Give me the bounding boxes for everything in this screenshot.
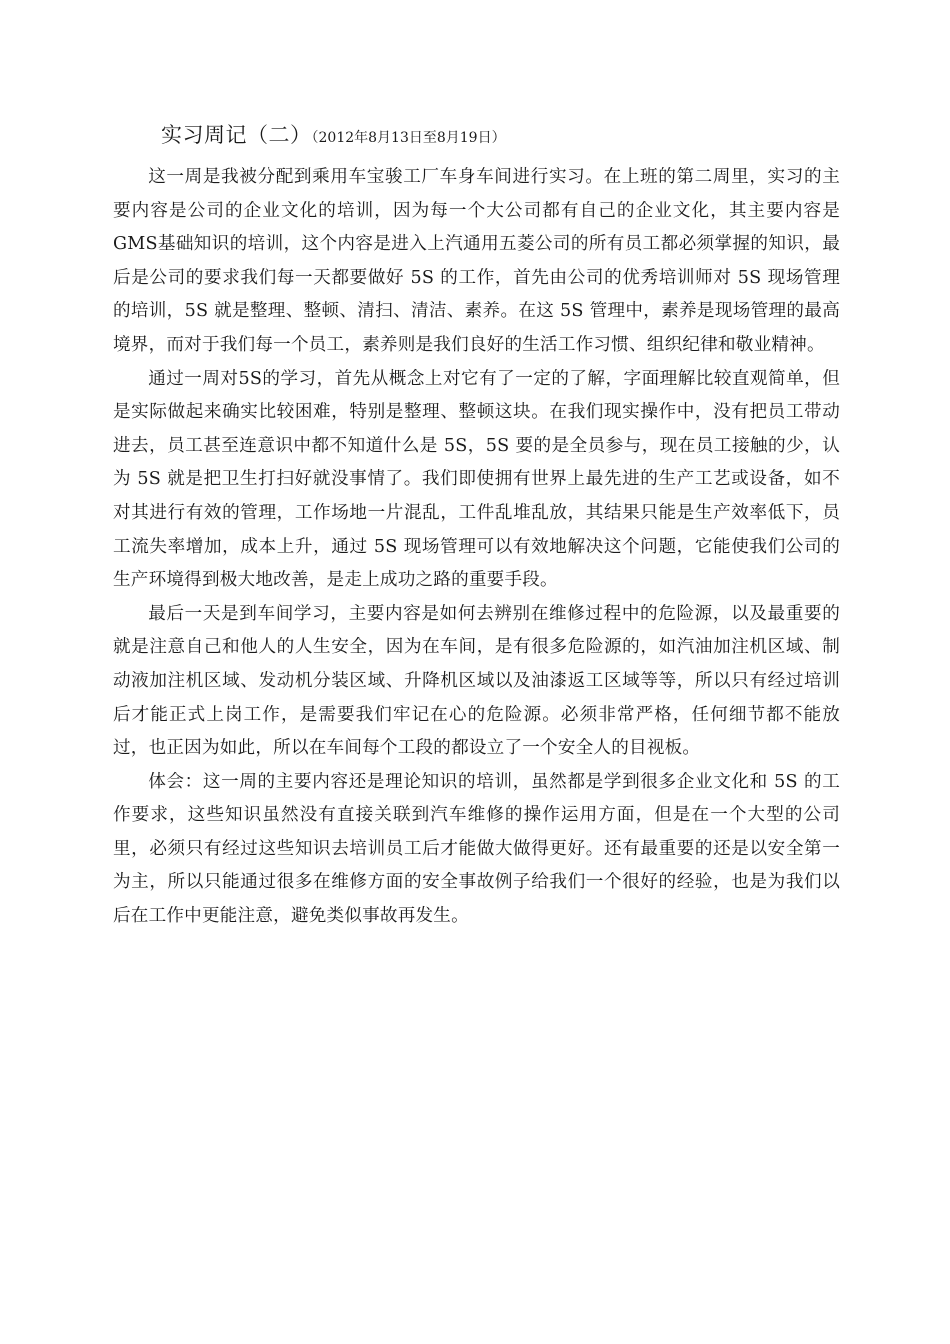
paragraph-1: 这一周是我被分配到乘用车宝骏工厂车身车间进行实习。在上班的第二周里，实习的主要内容是公司的企业文化的培训，因为每一个大公司都有自己的企业文化，其主要内容是GMS基础知识的培训，这个内容是进入上汽通用五菱公司的所有员工都必须掌握的知识，最后是公司的要求我们每一天都要做好 5S 的工作，首先由公司的优秀培训师对 5S 现场管理的培训，5S 就是整理、整顿、清扫、清洁、素养。在这 5S 管理中，素养是现场管理的最高境界，而对于我们每一个员工，素养则是我们良好的生活工作习惯、组织纪律和敬业精神。 [113, 167, 840, 355]
paragraph-4: 体会：这一周的主要内容还是理论知识的培训，虽然都是学到很多企业文化和 5S 的工作要求，这些知识虽然没有直接关联到汽车维修的操作运用方面，但是在一个大型的公司里，必须只有经过这些知识去培训员工后才能做大做得更好。还有最重要的还是以安全第一为主，所以只能通过很多在维修方面的安全事故例子给我们一个很好的经验，也是为我们以后在工作中更能注意，避免类似事故再发生。 [113, 771, 840, 927]
document-title-line [113, 118, 840, 155]
paragraph-3: 最后一天是到车间学习，主要内容是如何去辨别在维修过程中的危险源，以及最重要的就是注意自己和他人的人生安全，因为在车间，是有很多危险源的，如汽油加注机区域、制动液加注机区域、发动机分装区域、升降机区域以及油漆返工区域等等，所以只有经过培训后才能正式上岗工作，是需要我们牢记在心的危险源。必须非常严格，任何细节都不能放过，也正因为如此，所以在车间每个工段的都设立了一个安全人的目视板。 [113, 603, 840, 759]
document-title: 实习周记（二） [161, 123, 312, 147]
paragraph-2: 通过一周对5S的学习，首先从概念上对它有了一定的了解，字面理解比较直观简单，但是实际做起来确实比较困难，特别是整理、整顿这块。在我们现实操作中，没有把员工带动进去，员工甚至连意识中都不知道什么是 5S，5S 要的是全员参与，现在员工接触的少，认为 5S 就是把卫生打扫好就没事情了。我们即使拥有世界上最先进的生产工艺或设备，如不对其进行有效的管理，工作场地一片混乱，工件乱堆乱放，其结果只能是生产效率低下，员工流失率增加，成本上升，通过 5S 现场管理可以有效地解决这个问题，它能使我们公司的生产环境得到极大地改善，是走上成功之路的重要手段。 [113, 368, 840, 591]
document-body [113, 118, 840, 934]
document-date-range: （2012年8月13日至8月19日） [311, 130, 506, 146]
